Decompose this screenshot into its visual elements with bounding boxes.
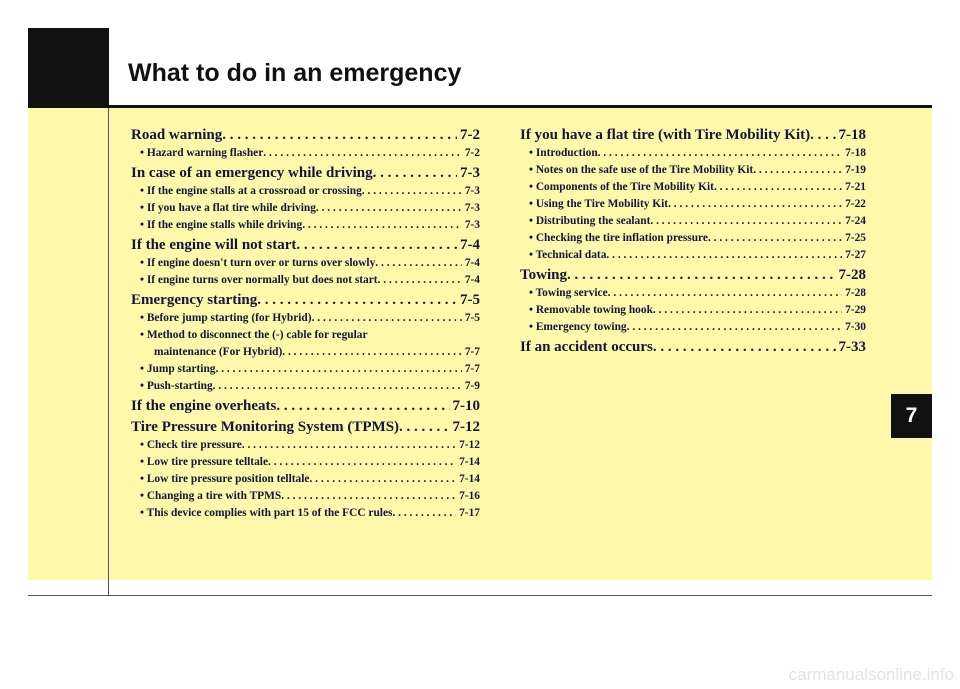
toc-page-number: 7-14 [459, 473, 480, 485]
toc-subsection-entry[interactable] [131, 488, 480, 505]
toc-page-number: 7-5 [464, 312, 480, 324]
toc-dot-leader [309, 471, 456, 488]
toc-subsection-entry[interactable] [131, 454, 480, 471]
toc-page-number: 7-10 [452, 398, 480, 414]
toc-page-number: 7-30 [845, 321, 866, 333]
toc-page-number: 7-4 [464, 257, 480, 269]
toc-entry-label: • Jump starting [140, 363, 216, 375]
toc-dot-leader [276, 396, 449, 416]
toc-page-number: 7-9 [464, 380, 480, 392]
toc-dot-leader [257, 290, 457, 310]
toc-entry-label: • Checking the tire inflation pressure [529, 232, 708, 244]
toc-dot-leader [606, 247, 842, 264]
margin-divider [108, 108, 109, 596]
toc-entry-label: maintenance (For Hybrid) [154, 346, 283, 358]
toc-entry-label: • Hazard warning flasher [140, 147, 264, 159]
toc-subsection-entry[interactable] [520, 302, 866, 319]
toc-dot-leader [268, 454, 456, 471]
toc-subsection-entry[interactable] [131, 471, 480, 488]
toc-page-number: 7-28 [845, 287, 866, 299]
toc-entry-label: • Changing a tire with TPMS [140, 490, 282, 502]
toc-entry-label: Emergency starting [131, 292, 258, 308]
toc-entry-label: Towing [520, 267, 567, 283]
toc-dot-leader [302, 217, 462, 234]
toc-dot-leader [263, 145, 462, 162]
toc-entry-label: • Distributing the sealant [529, 215, 651, 227]
toc-dot-leader [714, 179, 842, 196]
toc-subsection-entry[interactable] [131, 255, 480, 272]
toc-entry-label: • Components of the Tire Mobility Kit [529, 181, 714, 193]
toc-subsection-entry[interactable] [520, 196, 866, 213]
toc-entry-label: • Check tire pressure [140, 439, 242, 451]
toc-page-number: 7-33 [838, 339, 866, 355]
toc-dot-leader [627, 319, 842, 336]
toc-entry-label: • This device complies with part 15 of the FCC rules [140, 507, 393, 519]
toc-subsection-entry[interactable] [131, 310, 480, 327]
toc-page-number: 7-12 [452, 419, 480, 435]
toc-subsection-entry[interactable] [520, 145, 866, 162]
toc-page-number: 7-3 [464, 219, 480, 231]
toc-entry-label: • Removable towing hook [529, 304, 653, 316]
toc-page-number: 7-3 [464, 202, 480, 214]
toc-page-number: 7-21 [845, 181, 866, 193]
toc-entry-label: • Low tire pressure position telltale [140, 473, 310, 485]
toc-dot-leader [375, 255, 462, 272]
toc-page-number: 7-29 [845, 304, 866, 316]
toc-dot-leader [378, 272, 462, 289]
toc-dot-leader [242, 437, 456, 454]
toc-page-number: 7-3 [460, 165, 480, 181]
toc-entry-label: • Towing service [529, 287, 608, 299]
toc-entry-label: If the engine will not start [131, 237, 297, 253]
toc-dot-leader [653, 337, 836, 357]
toc-dot-leader [753, 162, 842, 179]
bottom-rule [28, 595, 932, 596]
toc-entry-label: • If engine doesn't turn over or turns over slowly [140, 257, 376, 269]
toc-dot-leader [373, 163, 457, 183]
toc-entry-label: If you have a flat tire (with Tire Mobility Kit) [520, 127, 811, 143]
toc-entry-label: • If engine turns over normally but does not start [140, 274, 378, 286]
toc-dot-leader [362, 183, 462, 200]
toc-dot-leader [708, 230, 842, 247]
toc-entry-label: • Technical data [529, 249, 607, 261]
toc-dot-leader [316, 200, 462, 217]
toc-entry-label: If the engine overheats [131, 398, 277, 414]
toc-subsection-entry[interactable] [131, 378, 480, 395]
toc-entry-label: In case of an emergency while driving [131, 165, 373, 181]
toc-page-number: 7-24 [845, 215, 866, 227]
toc-left-column [131, 124, 480, 522]
toc-entry-label: • Before jump starting (for Hybrid) [140, 312, 312, 324]
toc-page-number: 7-5 [460, 292, 480, 308]
toc-entry-label: • If the engine stalls while driving [140, 219, 303, 231]
toc-subsection-entry[interactable] [131, 344, 480, 361]
toc-page-number: 7-17 [459, 507, 480, 519]
toc-dot-leader [213, 378, 462, 395]
toc-dot-leader [650, 213, 842, 230]
toc-subsection-entry[interactable] [131, 200, 480, 217]
toc-page-number: 7-7 [464, 363, 480, 375]
toc-page-number: 7-16 [459, 490, 480, 502]
toc-page-number: 7-14 [459, 456, 480, 468]
toc-page-number: 7-4 [460, 237, 480, 253]
toc-entry-label: • Method to disconnect the (-) cable for regular [140, 329, 368, 341]
toc-subsection-entry[interactable] [520, 179, 866, 196]
toc-entry-label: • Notes on the safe use of the Tire Mobility Kit [529, 164, 754, 176]
toc-subsection-entry[interactable] [131, 217, 480, 234]
toc-entry-label: Tire Pressure Monitoring System (TPMS) [131, 419, 400, 435]
toc-section-entry[interactable] [131, 290, 480, 310]
toc-dot-leader [668, 196, 842, 213]
toc-section-entry[interactable] [131, 235, 480, 255]
toc-dot-leader [312, 310, 462, 327]
toc-entry-label: • Emergency towing [529, 321, 627, 333]
toc-entry-label: Road warning [131, 127, 223, 143]
toc-section-entry[interactable] [131, 163, 480, 183]
toc-page-number: 7-2 [460, 127, 480, 143]
toc-page-number: 7-28 [838, 267, 866, 283]
toc-page-number: 7-7 [464, 346, 480, 358]
toc-subsection-entry[interactable] [520, 162, 866, 179]
toc-dot-leader [216, 361, 462, 378]
toc-section-entry[interactable] [520, 125, 866, 145]
toc-dot-leader [296, 235, 457, 255]
toc-dot-leader [222, 125, 457, 145]
toc-page-number: 7-3 [464, 185, 480, 197]
toc-dot-leader [392, 505, 456, 522]
toc-entry-label: • Low tire pressure telltale [140, 456, 268, 468]
toc-subsection-entry[interactable] [131, 361, 480, 378]
toc-entry-label: • If the engine stalls at a crossroad or crossing [140, 185, 362, 197]
page-footer [0, 610, 960, 689]
toc-dot-leader [399, 417, 449, 437]
toc-subsection-entry[interactable] [520, 230, 866, 247]
toc-entry-label: • Introduction [529, 147, 598, 159]
toc-dot-leader [567, 265, 836, 285]
toc-page-number: 7-22 [845, 198, 866, 210]
toc-right-column [520, 124, 866, 357]
toc-page-number: 7-19 [845, 164, 866, 176]
chapter-black-tab [28, 28, 109, 108]
toc-dot-leader [282, 344, 462, 361]
toc-section-entry[interactable] [520, 337, 866, 357]
toc-page-number: 7-27 [845, 249, 866, 261]
toc-entry-label: • Using the Tire Mobility Kit [529, 198, 669, 210]
toc-page-number: 7-4 [464, 274, 480, 286]
toc-subsection-entry[interactable] [131, 505, 480, 522]
toc-section-entry[interactable] [131, 125, 480, 145]
toc-subsection-entry[interactable] [131, 183, 480, 200]
toc-entry-label: If an accident occurs [520, 339, 653, 355]
toc-subsection-entry[interactable] [131, 272, 480, 289]
toc-dot-leader [608, 285, 842, 302]
toc-subsection-entry[interactable] [520, 213, 866, 230]
chapter-number-tab[interactable]: 7 [891, 394, 932, 438]
toc-page-number: 7-25 [845, 232, 866, 244]
page-title: What to do in an emergency [128, 59, 462, 87]
toc-dot-leader [810, 125, 835, 145]
toc-section-entry[interactable] [520, 265, 866, 285]
watermark: carmanualsonline.info [788, 665, 954, 684]
toc-page-number: 7-2 [464, 147, 480, 159]
toc-page-number: 7-12 [459, 439, 480, 451]
toc-subsection-entry[interactable] [520, 247, 866, 264]
toc-dot-leader [653, 302, 842, 319]
toc-subsection-entry[interactable] [520, 285, 866, 302]
toc-section-entry[interactable] [131, 417, 480, 437]
toc-dot-leader [281, 488, 456, 505]
toc-dot-leader [598, 145, 842, 162]
toc-subsection-entry[interactable] [131, 145, 480, 162]
toc-subsection-entry[interactable] [131, 327, 480, 344]
toc-page-number: 7-18 [845, 147, 866, 159]
toc-subsection-entry[interactable] [520, 319, 866, 336]
toc-page-number: 7-18 [838, 127, 866, 143]
toc-entry-label: • Push-starting [140, 380, 213, 392]
toc-section-entry[interactable] [131, 396, 480, 416]
toc-entry-label: • If you have a flat tire while driving [140, 202, 316, 214]
toc-subsection-entry[interactable] [131, 437, 480, 454]
